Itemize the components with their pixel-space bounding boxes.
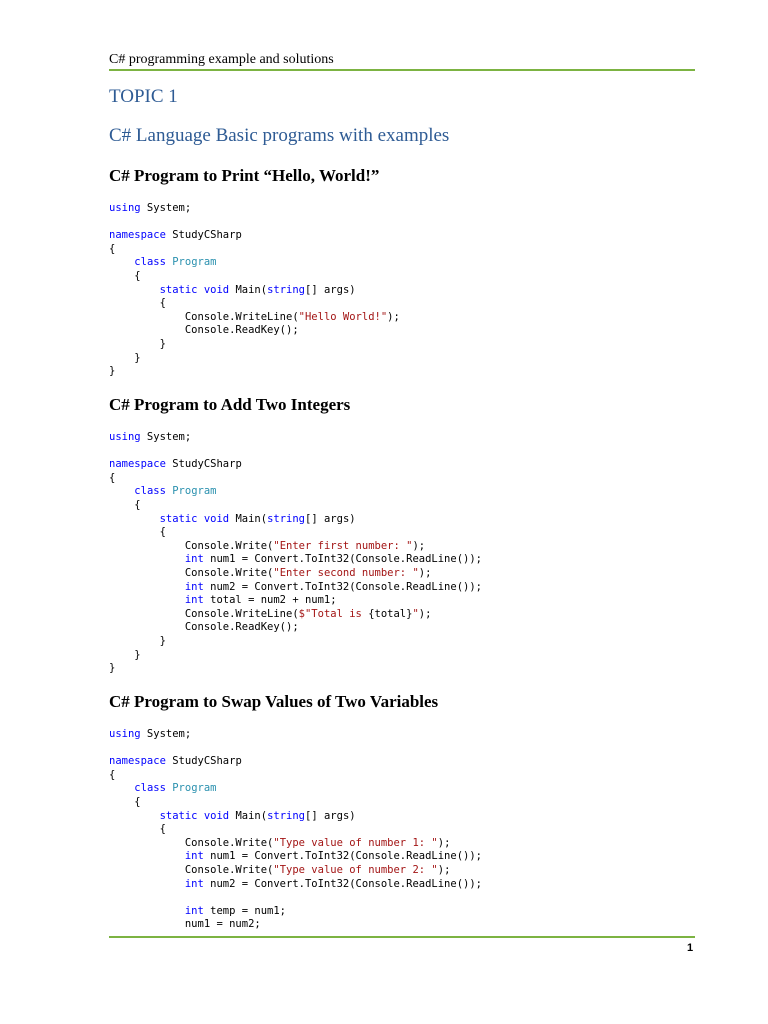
chapter-subtitle: C# Language Basic programs with examples (109, 125, 450, 146)
code-keyword: int (184, 553, 204, 566)
code-keyword: using (109, 431, 141, 443)
code-text (109, 905, 185, 917)
code-string: $"Total is (298, 607, 369, 620)
code-block-swap-values (109, 728, 482, 932)
code-text: temp = num1; (203, 904, 287, 917)
code-text: ); (437, 863, 451, 876)
page-header-title: C# programming example and solutions (109, 52, 334, 67)
code-text: } (109, 634, 166, 647)
header-rule (109, 69, 695, 71)
code-string: " (412, 607, 419, 620)
code-keyword: class (134, 485, 166, 498)
code-text: ); (418, 566, 432, 579)
code-text: num1 = Convert.ToInt32(Console.ReadLine()); (203, 850, 482, 863)
code-keyword: int (184, 877, 204, 890)
code-text: } (109, 365, 116, 378)
code-keyword: using (109, 202, 141, 214)
code-text: num2 = Convert.ToInt32(Console.ReadLine()); (203, 580, 482, 593)
code-keyword: static (159, 809, 198, 822)
code-text: Console.WriteLine( (109, 607, 299, 620)
code-text (109, 485, 134, 497)
code-text: Console.WriteLine( (109, 310, 299, 323)
page-number: 1 (687, 942, 694, 954)
code-string: "Type value of number 2: " (273, 863, 438, 876)
code-text: num1 = Convert.ToInt32(Console.ReadLine()); (203, 553, 482, 566)
code-text: } (109, 351, 141, 364)
code-text: Main( (229, 809, 268, 822)
code-text: Console.Write( (109, 863, 274, 876)
code-text: [] args) (305, 283, 356, 296)
code-text (109, 284, 160, 296)
code-text: Console.Write( (109, 566, 274, 579)
code-block-hello-world (109, 202, 400, 379)
code-text: num2 = Convert.ToInt32(Console.ReadLine()); (203, 877, 482, 890)
code-text: num1 = num2; (109, 918, 261, 931)
code-keyword: static (159, 512, 198, 525)
code-text: ); (418, 607, 432, 620)
section-title-swap-values: C# Program to Swap Values of Two Variables (109, 692, 439, 711)
code-string: "Type value of number 1: " (273, 836, 438, 849)
code-keyword: string (267, 809, 306, 822)
code-text: Console.ReadKey(); (109, 324, 299, 337)
code-text (109, 581, 185, 593)
code-text: System; (140, 431, 192, 443)
code-text: Console.ReadKey(); (109, 621, 299, 634)
code-keyword: string (267, 512, 306, 525)
code-text: [] args) (305, 512, 356, 525)
code-keyword: int (184, 904, 204, 917)
code-type: Program (172, 256, 217, 269)
code-text: } (109, 662, 116, 675)
section-title-add-integers: C# Program to Add Two Integers (109, 395, 351, 414)
code-text: [] args) (305, 809, 356, 822)
code-type: Program (172, 782, 217, 795)
code-string: "Enter first number: " (273, 539, 413, 552)
code-text: ); (412, 539, 426, 552)
code-text: { (109, 269, 141, 282)
code-keyword: namespace (109, 755, 166, 768)
code-keyword: int (184, 850, 204, 863)
code-text: StudyCSharp (165, 755, 242, 768)
code-text (109, 850, 185, 862)
code-text: { (109, 526, 166, 539)
code-text (109, 782, 134, 794)
code-keyword: class (134, 256, 166, 269)
code-text: } (109, 648, 141, 661)
code-text (109, 810, 160, 822)
code-text: StudyCSharp (165, 458, 242, 471)
topic-heading: TOPIC 1 (109, 86, 178, 107)
code-text: { (109, 795, 141, 808)
code-text: } (109, 337, 166, 350)
code-keyword: void (203, 283, 230, 296)
code-text: { (109, 297, 166, 310)
code-string: "Hello World!" (298, 310, 388, 323)
code-keyword: static (159, 283, 198, 296)
code-text: System; (140, 728, 192, 740)
code-text: ); (437, 836, 451, 849)
code-text (109, 513, 160, 525)
code-text (109, 594, 185, 606)
code-text: Main( (229, 512, 268, 525)
code-text (109, 878, 185, 890)
code-text: { (109, 823, 166, 836)
code-text: Console.Write( (109, 539, 274, 552)
code-text: Console.Write( (109, 836, 274, 849)
code-text: Main( (229, 283, 268, 296)
code-text: { (109, 242, 116, 255)
code-keyword: void (203, 809, 230, 822)
code-text (109, 553, 185, 565)
code-text (109, 256, 134, 268)
code-text: StudyCSharp (165, 229, 242, 242)
code-text: { (109, 471, 116, 484)
code-text: { (109, 768, 116, 781)
code-block-add-integers (109, 431, 482, 676)
footer-rule (109, 936, 695, 938)
code-string: "Enter second number: " (273, 566, 419, 579)
code-text: total = num2 + num1; (203, 594, 337, 607)
code-text: System; (140, 202, 192, 214)
code-text: {total} (368, 607, 413, 620)
code-text: ); (387, 310, 400, 323)
code-keyword: namespace (109, 458, 166, 471)
section-title-hello-world: C# Program to Print “Hello, World!” (109, 166, 380, 185)
code-keyword: int (184, 580, 204, 593)
code-text: { (109, 498, 141, 511)
code-keyword: int (184, 594, 204, 607)
code-keyword: void (203, 512, 230, 525)
code-keyword: namespace (109, 229, 166, 242)
code-keyword: using (109, 728, 141, 740)
code-keyword: class (134, 782, 166, 795)
code-type: Program (172, 485, 217, 498)
code-keyword: string (267, 283, 306, 296)
